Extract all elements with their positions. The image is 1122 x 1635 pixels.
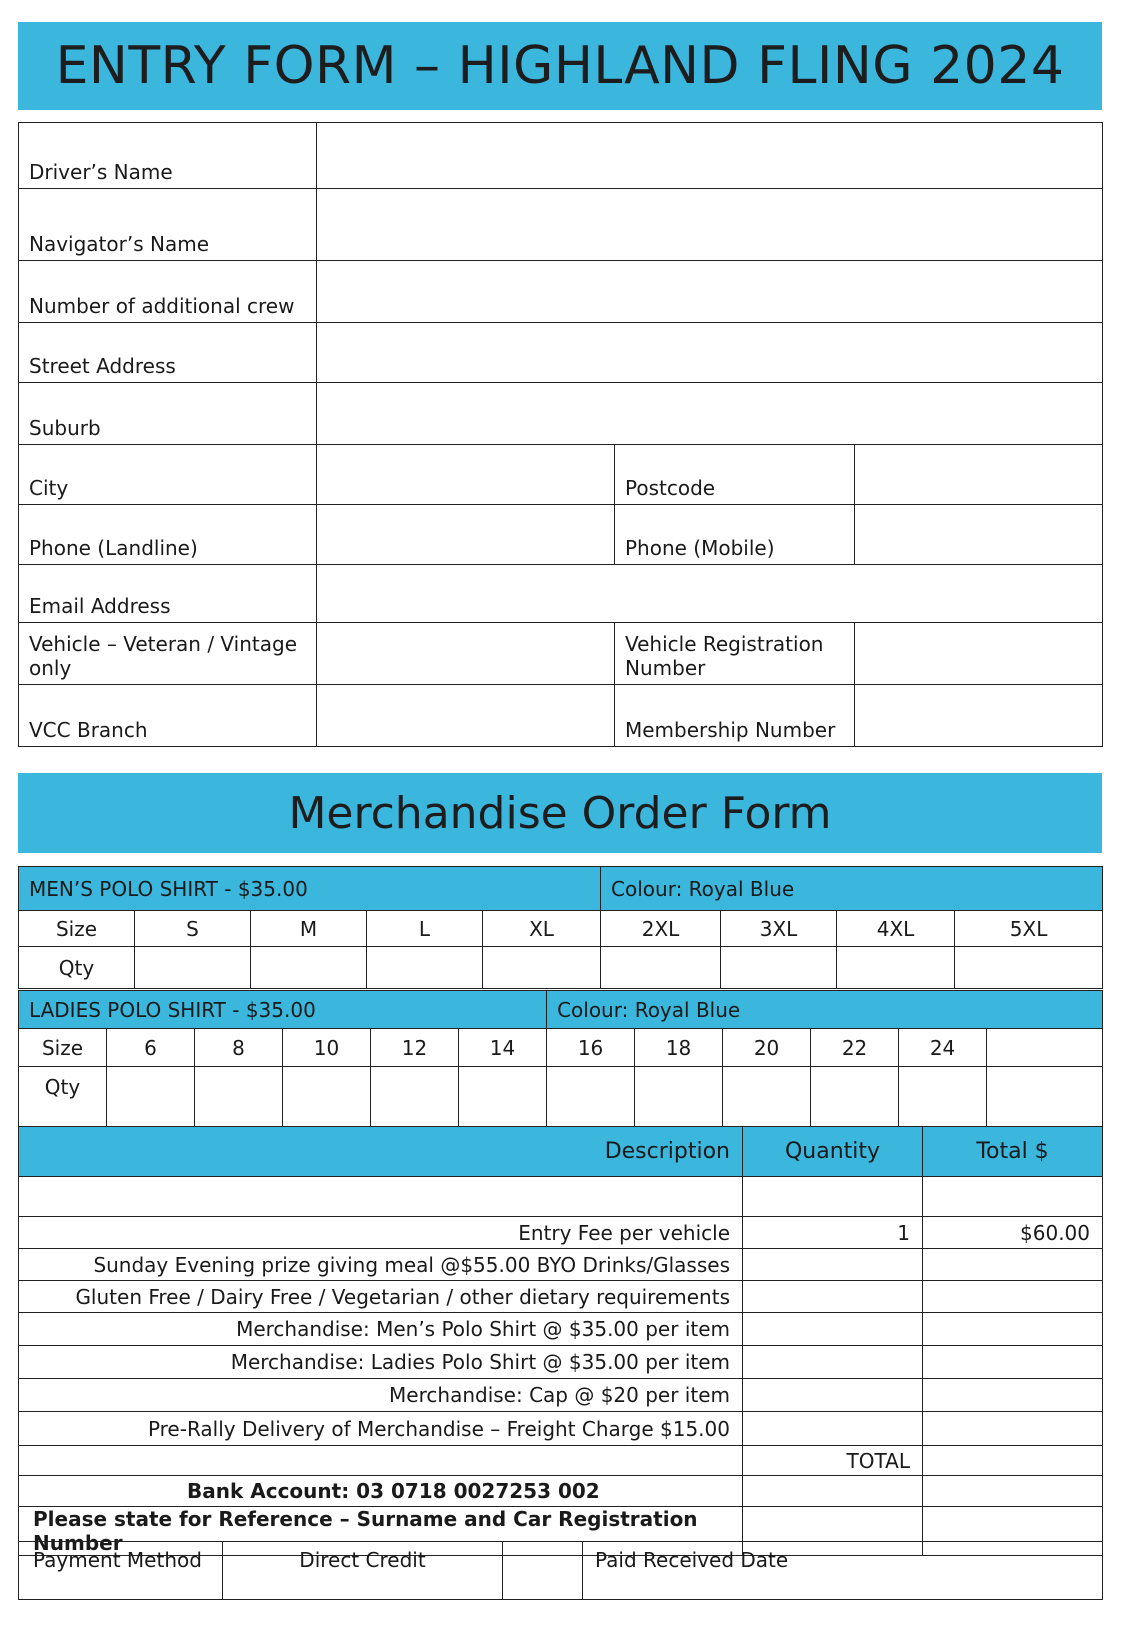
ladies-size-cell: 6 bbox=[107, 1029, 195, 1067]
order-row-total[interactable] bbox=[923, 1379, 1103, 1412]
quantity-header: Quantity bbox=[743, 1127, 923, 1177]
ladies-size-cell: 24 bbox=[899, 1029, 987, 1067]
city-field[interactable] bbox=[317, 445, 615, 505]
order-row-qty[interactable] bbox=[743, 1249, 923, 1281]
order-row-total[interactable] bbox=[923, 1177, 1103, 1217]
mens-qty-field[interactable] bbox=[367, 947, 483, 989]
mens-size-cell: XL bbox=[483, 911, 601, 947]
mens-qty-label: Qty bbox=[19, 947, 135, 989]
ladies-size-cell: 20 bbox=[723, 1029, 811, 1067]
ladies-polo-table bbox=[18, 990, 1103, 1127]
ladies-qty-field[interactable] bbox=[283, 1067, 371, 1127]
total-header: Total $ bbox=[923, 1127, 1103, 1177]
order-row-desc: Merchandise: Cap @ $20 per item bbox=[19, 1379, 743, 1412]
mens-qty-field[interactable] bbox=[721, 947, 837, 989]
order-row-desc: Merchandise: Men’s Polo Shirt @ $35.00 per item bbox=[19, 1313, 743, 1346]
payment-table bbox=[18, 1541, 1103, 1600]
phone-landline-field[interactable] bbox=[317, 505, 615, 565]
mens-qty-field[interactable] bbox=[483, 947, 601, 989]
order-row-desc: Pre-Rally Delivery of Merchandise – Freight Charge $15.00 bbox=[19, 1412, 743, 1446]
order-row-qty[interactable] bbox=[743, 1412, 923, 1446]
mens-qty-field[interactable] bbox=[601, 947, 721, 989]
merchandise-title: Merchandise Order Form bbox=[18, 773, 1102, 853]
ladies-qty-field[interactable] bbox=[811, 1067, 899, 1127]
order-row-total[interactable] bbox=[923, 1313, 1103, 1346]
phone-landline-label: Phone (Landline) bbox=[19, 505, 317, 565]
order-row-qty[interactable]: 1 bbox=[743, 1217, 923, 1249]
order-row-desc: Entry Fee per vehicle bbox=[19, 1217, 743, 1249]
suburb-field[interactable] bbox=[317, 383, 1103, 445]
postcode-label: Postcode bbox=[615, 445, 855, 505]
phone-mobile-field[interactable] bbox=[855, 505, 1103, 565]
mens-polo-table bbox=[18, 866, 1103, 989]
order-row-desc: Sunday Evening prize giving meal @$55.00 BYO Drinks/Glasses bbox=[19, 1249, 743, 1281]
driver-name-label: Driver’s Name bbox=[19, 123, 317, 189]
order-summary-table bbox=[18, 1126, 1103, 1556]
additional-crew-label: Number of additional crew bbox=[19, 261, 317, 323]
mens-size-cell: S bbox=[135, 911, 251, 947]
order-row-qty[interactable] bbox=[743, 1379, 923, 1412]
membership-number-field[interactable] bbox=[855, 685, 1103, 747]
vehicle-field[interactable] bbox=[317, 623, 615, 685]
ladies-size-cell: 16 bbox=[547, 1029, 635, 1067]
vcc-branch-field[interactable] bbox=[317, 685, 615, 747]
total-spacer bbox=[19, 1446, 743, 1476]
ladies-size-cell: 22 bbox=[811, 1029, 899, 1067]
order-row-qty[interactable] bbox=[743, 1177, 923, 1217]
navigator-name-field[interactable] bbox=[317, 189, 1103, 261]
mens-polo-colour: Colour: Royal Blue bbox=[601, 867, 1103, 911]
mens-qty-field[interactable] bbox=[955, 947, 1103, 989]
order-row-total[interactable] bbox=[923, 1249, 1103, 1281]
driver-name-field[interactable] bbox=[317, 123, 1103, 189]
ladies-size-cell: 18 bbox=[635, 1029, 723, 1067]
mens-size-cell: 4XL bbox=[837, 911, 955, 947]
mens-size-label: Size bbox=[19, 911, 135, 947]
additional-crew-field[interactable] bbox=[317, 261, 1103, 323]
ladies-size-cell: 10 bbox=[283, 1029, 371, 1067]
order-row-total[interactable] bbox=[923, 1281, 1103, 1313]
description-header: Description bbox=[19, 1127, 743, 1177]
ladies-size-cell: 14 bbox=[459, 1029, 547, 1067]
mens-qty-field[interactable] bbox=[135, 947, 251, 989]
payment-method-value: Direct Credit bbox=[223, 1542, 503, 1600]
mens-size-cell: 5XL bbox=[955, 911, 1103, 947]
ladies-qty-field[interactable] bbox=[371, 1067, 459, 1127]
payment-reference-note: Please state for Reference – Surname and Car Registration Number bbox=[19, 1507, 743, 1556]
order-row-total[interactable]: $60.00 bbox=[923, 1217, 1103, 1249]
mens-size-cell: M bbox=[251, 911, 367, 947]
suburb-label: Suburb bbox=[19, 383, 317, 445]
order-row-total[interactable] bbox=[923, 1346, 1103, 1379]
ladies-qty-field[interactable] bbox=[547, 1067, 635, 1127]
ladies-size-cell: 12 bbox=[371, 1029, 459, 1067]
paid-received-date[interactable]: Paid Received Date bbox=[583, 1542, 1103, 1600]
vehicle-registration-label: Vehicle Registration Number bbox=[615, 623, 855, 685]
city-label: City bbox=[19, 445, 317, 505]
grand-total-field[interactable] bbox=[923, 1446, 1103, 1476]
ladies-qty-field[interactable] bbox=[459, 1067, 547, 1127]
ladies-polo-title: LADIES POLO SHIRT - $35.00 bbox=[19, 991, 547, 1029]
postcode-field[interactable] bbox=[855, 445, 1103, 505]
mens-qty-field[interactable] bbox=[837, 947, 955, 989]
bank-account: Bank Account: 03 0718 0027253 002 bbox=[19, 1476, 743, 1507]
ladies-qty-field[interactable] bbox=[635, 1067, 723, 1127]
order-row-desc bbox=[19, 1177, 743, 1217]
order-row-desc: Gluten Free / Dairy Free / Vegetarian / other dietary requirements bbox=[19, 1281, 743, 1313]
ladies-size-label: Size bbox=[19, 1029, 107, 1067]
mens-qty-field[interactable] bbox=[251, 947, 367, 989]
bank-total-cell bbox=[923, 1476, 1103, 1507]
street-address-label: Street Address bbox=[19, 323, 317, 383]
membership-number-label: Membership Number bbox=[615, 685, 855, 747]
total-label: TOTAL bbox=[743, 1446, 923, 1476]
email-label: Email Address bbox=[19, 565, 317, 623]
vehicle-label: Vehicle – Veteran / Vintage only bbox=[19, 623, 317, 685]
ladies-qty-field[interactable] bbox=[195, 1067, 283, 1127]
form-title: ENTRY FORM – HIGHLAND FLING 2024 bbox=[18, 22, 1102, 110]
ladies-polo-colour: Colour: Royal Blue bbox=[547, 991, 1103, 1029]
payment-method-field[interactable] bbox=[503, 1542, 583, 1600]
mens-size-cell: 2XL bbox=[601, 911, 721, 947]
navigator-name-label: Navigator’s Name bbox=[19, 189, 317, 261]
order-row-desc: Merchandise: Ladies Polo Shirt @ $35.00 per item bbox=[19, 1346, 743, 1379]
mens-size-cell: L bbox=[367, 911, 483, 947]
bank-qty-cell bbox=[743, 1476, 923, 1507]
ladies-qty-field[interactable] bbox=[107, 1067, 195, 1127]
payment-method-label: Payment Method bbox=[19, 1542, 223, 1600]
mens-polo-title: MEN’S POLO SHIRT - $35.00 bbox=[19, 867, 601, 911]
order-row-qty[interactable] bbox=[743, 1313, 923, 1346]
entry-details-table bbox=[18, 122, 1103, 747]
phone-mobile-label: Phone (Mobile) bbox=[615, 505, 855, 565]
ladies-qty-field[interactable] bbox=[723, 1067, 811, 1127]
ladies-size-cell: 8 bbox=[195, 1029, 283, 1067]
order-row-qty[interactable] bbox=[743, 1346, 923, 1379]
vehicle-registration-field[interactable] bbox=[855, 623, 1103, 685]
ladies-qty-label: Qty bbox=[19, 1067, 107, 1127]
mens-size-cell: 3XL bbox=[721, 911, 837, 947]
order-row-qty[interactable] bbox=[743, 1281, 923, 1313]
ladies-qty-field[interactable] bbox=[899, 1067, 987, 1127]
order-row-total[interactable] bbox=[923, 1412, 1103, 1446]
ladies-size-cell bbox=[987, 1029, 1103, 1067]
ladies-qty-field[interactable] bbox=[987, 1067, 1103, 1127]
vcc-branch-label: VCC Branch bbox=[19, 685, 317, 747]
email-field[interactable] bbox=[317, 565, 1103, 623]
street-address-field[interactable] bbox=[317, 323, 1103, 383]
